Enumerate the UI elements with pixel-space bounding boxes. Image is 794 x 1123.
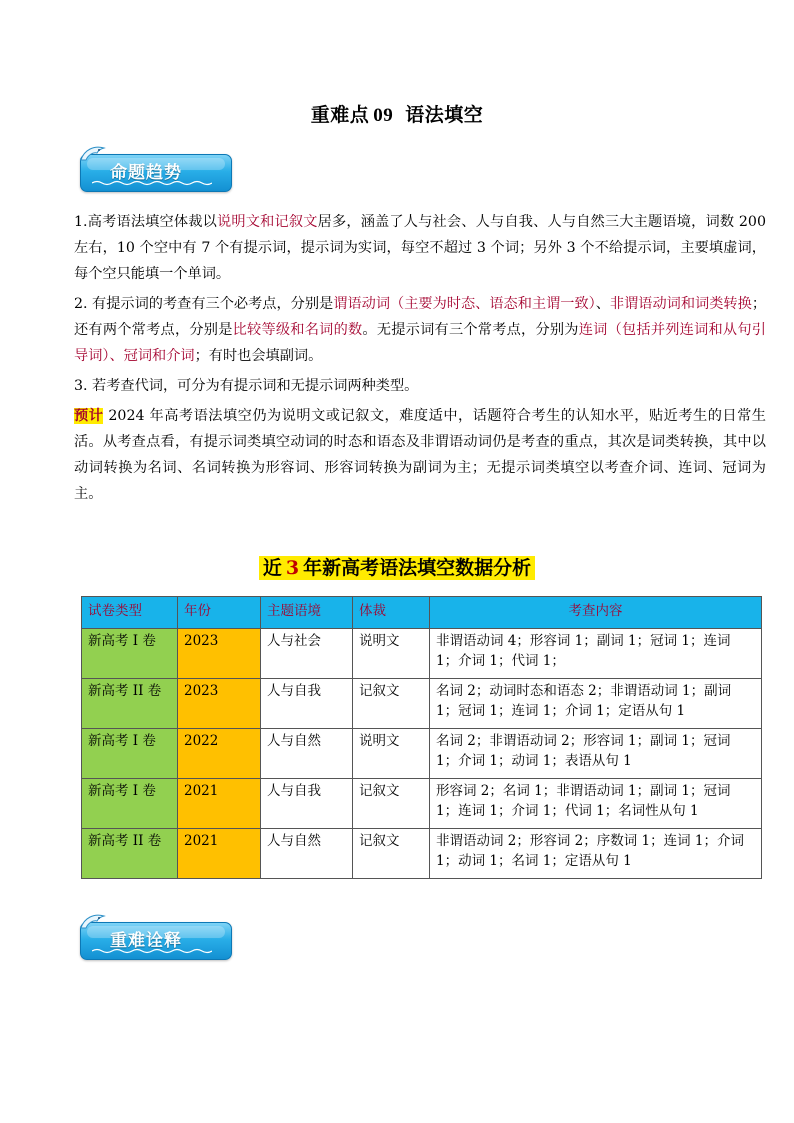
table-title: 近 3 年新高考语法填空数据分析 [0, 553, 794, 580]
header-content: 考查内容 [430, 597, 762, 629]
title-number: 09 [373, 105, 394, 126]
header-genre: 体裁 [353, 597, 430, 629]
table-row: 新高考 I 卷 2023 人与社会 说明文 非谓语动词 4；形容词 1；副词 1；冠词 1；连词 1；介词 1；代词 1； [82, 629, 762, 679]
body-text [74, 209, 766, 511]
dolphin-icon [78, 910, 108, 934]
table-row: 新高考 II 卷 2023 人与自我 记叙文 名词 2；动词时态和语态 2；非谓语动词 1；副词 1；冠词 1；连词 1；介词 1；定语从句 1 [82, 679, 762, 729]
paragraph-3: 3. 若考查代词，可分为有提示词和无提示词两种类型。 [74, 378, 419, 394]
paragraph-4: 预计 2024 年高考语法填空仍为说明文或记叙文，难度适中，话题符合考生的认知水平，贴近考生的日常生活。从考查点看，有提示词类填空动词的时态和语态及非谓语动词仍是考查的重点，其次是词类转换，其中以动词转换为名词、名词转换为形容词、形容词转换为副词为主；无提示词类填空以考查介词、连词、冠词为主。 [74, 408, 766, 502]
header-theme: 主题语境 [261, 597, 353, 629]
title-name: 语法填空 [405, 104, 484, 126]
table-row: 新高考 I 卷 2022 人与自然 说明文 名词 2；非谓语动词 2；形容词 1；副词 1；冠词 1；介词 1；动词 1；表语从句 1 [82, 729, 762, 779]
page-title [0, 100, 794, 127]
title-prefix: 重难点 [310, 104, 370, 126]
data-table [81, 596, 762, 879]
paragraph-2: 2. 有提示词的考查有三个必考点，分别是谓语动词（主要为时态、语态和主谓一致）、非谓语动词和词类转换；还有两个常考点，分别是比较等级和名词的数。无提示词有三个常考点，分别为连词（包括并列连词和从句引导词）、冠词和介词；有时也会填副词。 [74, 296, 767, 364]
table-row: 新高考 II 卷 2021 人与自然 记叙文 非谓语动词 2；形容词 2；序数词 1；连词 1；介词 1；动词 1；名词 1；定语从句 1 [82, 829, 762, 879]
paragraph-1: 1.高考语法填空体裁以说明文和记叙文居多，涵盖了人与社会、人与自我、人与自然三大主题语境，词数 200 左右，10 个空中有 7 个有提示词，提示词为实词，每空不超过 3 个词；另外 3 个不给提示词，主要填虚词，每个空只能填一个单词。 [74, 214, 766, 282]
prediction-tag: 预计 [74, 408, 104, 424]
wave-decoration-icon [92, 180, 212, 186]
table-row: 新高考 I 卷 2021 人与自我 记叙文 形容词 2；名词 1；非谓语动词 1；副词 1；冠词 1；连词 1；介词 1；代词 1；名词性从句 1 [82, 779, 762, 829]
trend-badge-label: 命题趋势 [110, 163, 182, 183]
explain-badge-label: 重难诠释 [110, 931, 182, 951]
explain-badge [80, 916, 232, 958]
header-paper-type: 试卷类型 [82, 597, 178, 629]
header-year: 年份 [178, 597, 261, 629]
trend-badge [80, 148, 232, 190]
table-header-row [82, 597, 762, 629]
wave-decoration-icon [92, 948, 212, 954]
dolphin-icon [78, 142, 108, 166]
